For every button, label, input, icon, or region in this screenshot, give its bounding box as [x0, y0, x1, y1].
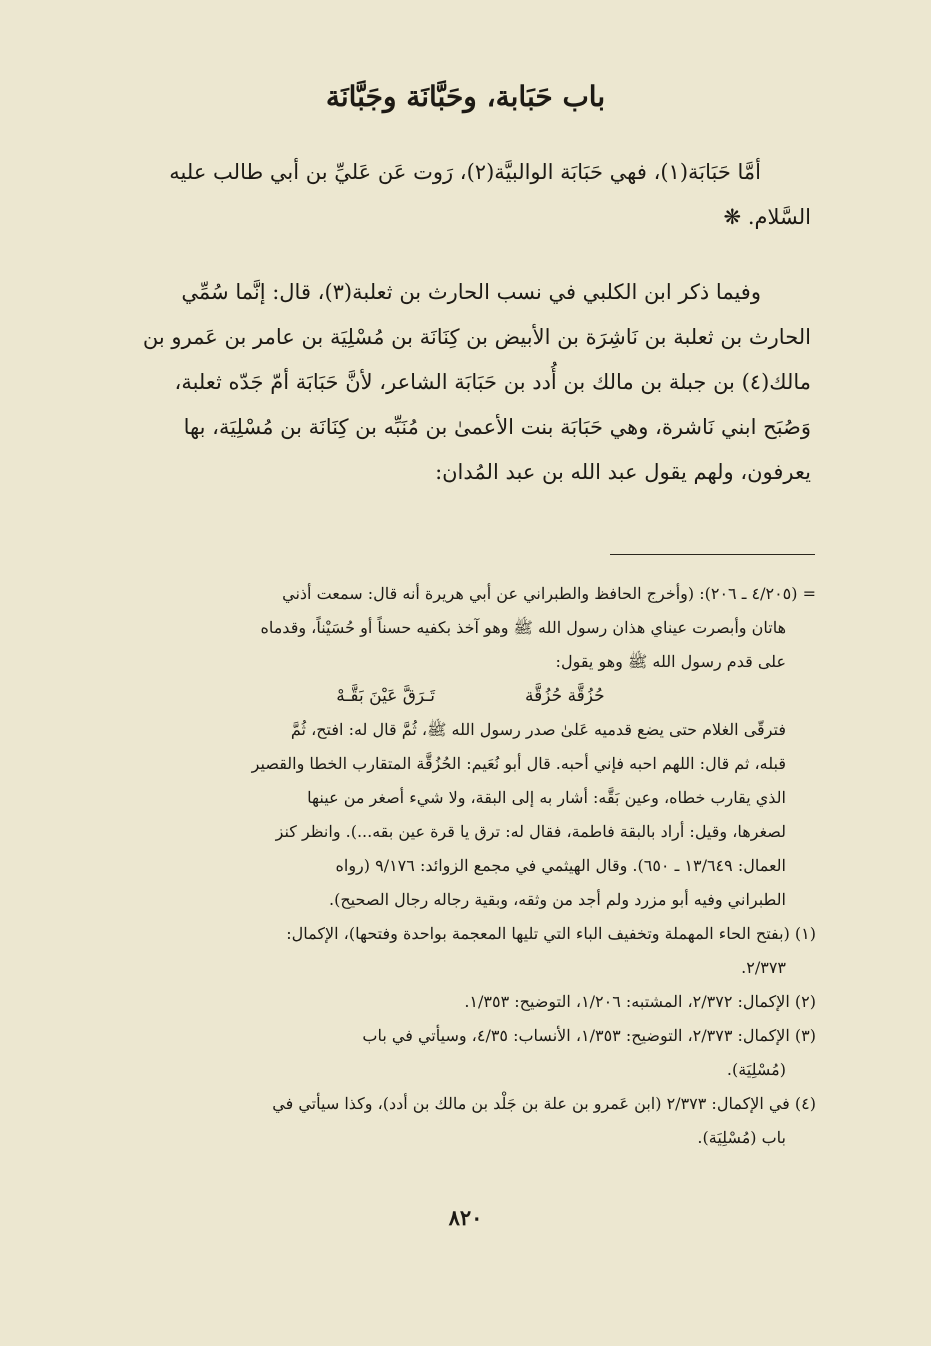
chapter-title: باب حَبَابة، وحَبَّانَة وجَبَّانَة: [325, 80, 606, 113]
paragraph-kalbi: [125, 270, 811, 495]
page-number: ٨٢٠: [448, 1205, 483, 1230]
paragraph-line: مالك(٤) بن جبلة بن مالك بن أُدد بن حَبَابَة الشاعر، لأنَّ حَبَابَة أمّ جَدّه ثعلبة،: [174, 370, 811, 394]
note-3-continued: (مُسْلِيَة).: [726, 1060, 786, 1079]
poem-hemistich-left: تَـرَقَّ عَيْنَ بَقَّـهْ: [336, 686, 436, 706]
poem-verse: [125, 679, 816, 713]
paragraph-line: يعرفون، ولهم يقول عبد الله بن عبد المُدان:: [435, 460, 811, 484]
footnote-line: الطبراني وفيه أبو مزرد ولم أجد من وثقه، وبقية رجاله رجال الصحيح).: [329, 890, 786, 909]
paragraph-line: أمَّا حَبَابَة(١)، فهي حَبَابَة الوالبيَّة(٢)، رَوت عَن عَليِّ بن أبي طالب عليه: [169, 160, 761, 184]
footnote-separator: [610, 554, 815, 555]
footnotes-section: [125, 577, 816, 1155]
poem-hemistich-right: حُزُقَّة حُزُقَّة: [525, 686, 605, 706]
paragraph-line: السَّلام. ❋: [723, 205, 811, 229]
footnote-line: على قدم رسول الله ﷺ وهو يقول:: [555, 652, 786, 671]
note-3: (٣) الإكمال: ٢/٣٧٣، التوضيح: ١/٣٥٣، الأنساب: ٤/٣٥، وسيأتي في باب: [362, 1026, 816, 1045]
footnote-line: فترقّى الغلام حتى يضع قدميه عَلىٰ صدر رسول الله ﷺ، ثُمَّ قال له: افتح، ثُمَّ: [290, 720, 786, 739]
footnote-line: قبله، ثم قال: اللهم احبه فإني أحبه. قال أبو نُعَيم: الحُزُقَّة المتقارب الخطا والقصير: [251, 754, 786, 773]
note-4: (٤) في الإكمال: ٢/٣٧٣ (ابن عَمرو بن علة بن جَلْد بن مالك بن أدد)، وكذا سيأتي في: [272, 1094, 816, 1113]
footnote-line: = (٤/٢٠٥ ـ ٢٠٦): (وأخرج الحافظ والطبراني عن أبي هريرة أنه قال: سمعت أذني: [282, 584, 816, 603]
paragraph-line: الحارث بن ثعلبة بن نَاشِرَة بن الأبيض بن كِنَانَة بن مُسْلِيَة بن عامر بن عَمرو بن: [142, 325, 811, 349]
footnote-line: لصغرها، وقيل: أراد بالبقة فاطمة، فقال له: ترق يا قرة عين بقه...). وانظر كنز: [275, 822, 786, 841]
footnote-line: الذي يقارب خطاه، وعين بَقَّه: أشار به إلى البقة، ولا شيء أصغر من عينها: [307, 788, 786, 807]
note-4-continued: باب (مُسْلِيَة).: [697, 1128, 786, 1147]
paragraph-line: وفيما ذكر ابن الكلبي في نسب الحارث بن ثعلبة(٣)، قال: إنَّما سُمِّي: [181, 280, 761, 304]
footnote-line: هاتان وأبصرت عيناي هذان رسول الله ﷺ وهو آخذ بكفيه حسناً أو حُسَيْناً، وقدماه: [260, 618, 786, 637]
note-1-continued: ٢/٣٧٣.: [741, 958, 786, 977]
paragraph-line: وَصُبَح ابني نَاشرة، وهي حَبَابَة بنت الأعمىٰ بن مُنَبِّه بن كِنَانَة بن مُسْلِيَة، بها: [183, 415, 811, 439]
footnote-line: العمال: ١٣/٦٤٩ ـ ٦٥٠). وقال الهيثمي في مجمع الزوائد: ٩/١٧٦ (رواه: [335, 856, 786, 875]
note-2: (٢) الإكمال: ٢/٣٧٢، المشتبه: ١/٢٠٦، التوضيح: ١/٣٥٣.: [464, 992, 816, 1011]
paragraph-hababa: [125, 150, 811, 240]
note-1: (١) (بفتح الحاء المهملة وتخفيف الباء التي تليها المعجمة بواحدة وفتحها)، الإكمال:: [286, 924, 816, 943]
